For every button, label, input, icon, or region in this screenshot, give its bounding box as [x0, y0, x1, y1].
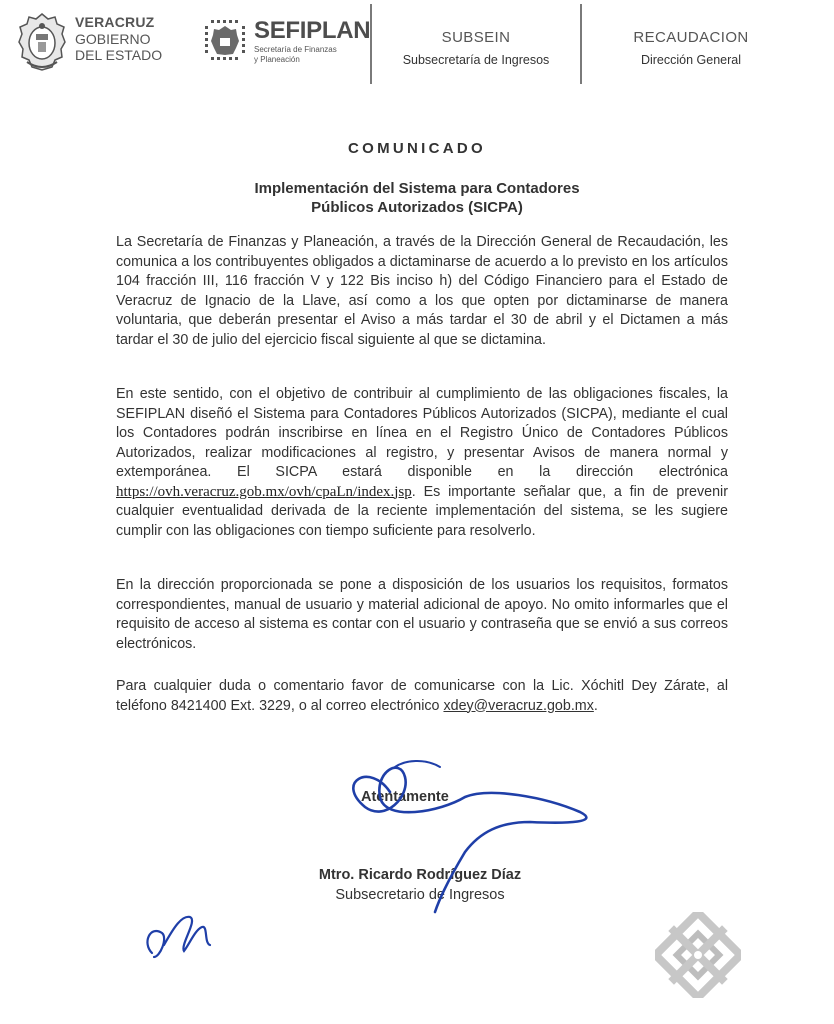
sefiplan-subtitle-2: y Planeación	[254, 55, 300, 64]
sicpa-url-link[interactable]: https://ovh.veracruz.gob.mx/ovh/cpaLn/index.jsp	[116, 483, 412, 500]
paragraph-2	[116, 385, 728, 541]
subject-line-1: Implementación del Sistema para Contadores	[254, 180, 580, 197]
closing-text: Atentamente	[361, 789, 449, 805]
handwritten-signature-icon	[330, 752, 610, 922]
paragraph-4	[116, 677, 728, 716]
sefiplan-logo-icon	[203, 18, 247, 62]
recaudacion-subtitle: Dirección General	[640, 53, 742, 67]
sefiplan-subtitle-1: Secretaría de Finanzas	[254, 45, 337, 54]
paragraph-2-text: En este sentido, con el objetivo de contribuir al cumplimiento de las obligaciones fiscales, la SEFIPLAN diseñó el Sistema para Contadores Públicos Autorizados (SICPA), mediante el cual los Contadores podrán inscribirse en línea en el Registro Único de Contadores Públicos Autorizados, realizar modificaciones al registro, y presentar Avisos de manera normal y extemporánea. El SICPA estará disponible en la dirección electrónica	[116, 386, 728, 480]
document-subject	[160, 179, 674, 217]
contact-email-link[interactable]: xdey@veracruz.gob.mx	[443, 697, 594, 714]
subject-line-2: Públicos Autorizados (SICPA)	[311, 199, 523, 216]
veracruz-subtitle-1: GOBIERNO	[75, 31, 151, 47]
paragraph-3: En la dirección proporcionada se pone a disposición de los usuarios los requisitos, formatos correspondientes, manual de usuario y material adicional de apoyo. No omito informarles que el requisito de acceso al sistema es contar con el usuario y contraseña que se envió a sus correos electrónicos.	[116, 577, 728, 652]
signer-role: Subsecretario de Ingresos	[335, 887, 505, 903]
recaudacion-title: RECAUDACION	[633, 29, 749, 46]
initials-signature-icon	[140, 905, 220, 965]
signer-name: Mtro. Ricardo Rodríguez Díaz	[318, 867, 522, 883]
veracruz-subtitle-2: DEL ESTADO	[75, 47, 163, 63]
sefiplan-title: SEFIPLAN	[254, 17, 371, 44]
veracruz-seal-icon	[17, 12, 67, 72]
veracruz-title: VERACRUZ	[75, 14, 155, 30]
paragraph-1: La Secretaría de Finanzas y Planeación, a través de la Dirección General de Recaudación, les comunica a los contribuyentes obligados a dictaminarse de acuerdo a lo previsto en los artículos 104 fracción III, 116 fracción V y 122 Bis inciso h) del Código Financiero para el Estado de Veracruz de Ignacio de la Llave, así como a los que opten por dictaminarse de manera voluntaria, que deberán presentar el Aviso a más tardar el 30 de abril y el Dictamen a más tardar el 30 de julio del ejercicio fiscal siguiente al que se dictamina.	[116, 234, 728, 348]
subsein-title: SUBSEIN	[441, 29, 511, 46]
paragraph-2-text-end: . Es importante señalar que, a fin de prevenir cualquier eventualidad derivada de la reciente implementación del sistema, se les sugiere cumplir con las obligaciones con tiempo suficiente para resolverlo.	[116, 483, 728, 539]
paragraph-4-text: Para cualquier duda o comentario favor de comunicarse con la Lic. Xóchitl Dey Zárate, al teléfono 8421400 Ext. 3229, o al correo electrónico	[116, 678, 728, 714]
subsein-subtitle: Subsecretaría de Ingresos	[402, 53, 550, 67]
decorative-knot-icon	[655, 912, 741, 998]
paragraph-4-text-end: .	[593, 697, 598, 714]
document-heading: COMUNICADO	[348, 140, 486, 157]
